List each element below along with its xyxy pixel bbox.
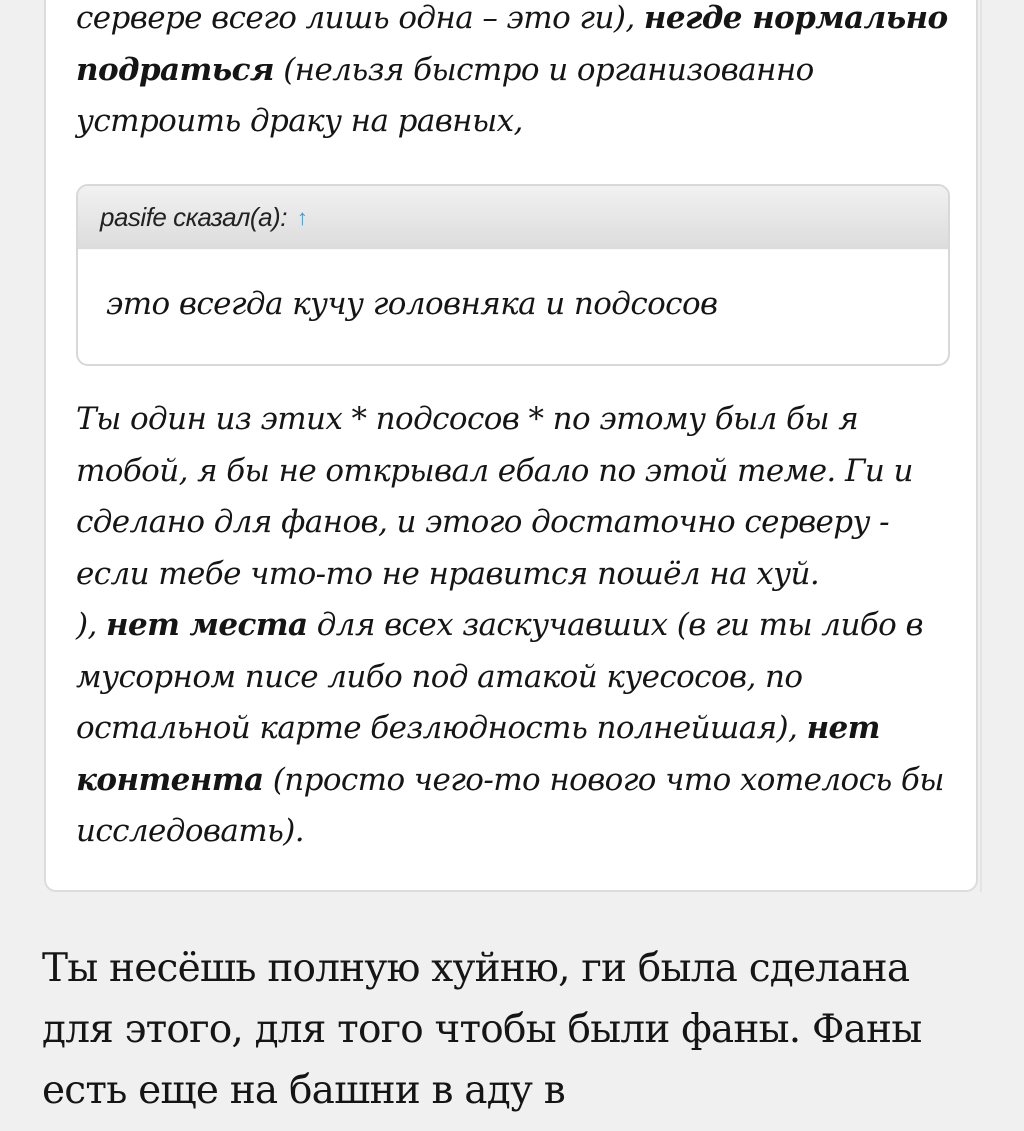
- divider: [980, 0, 982, 892]
- quote-block: [76, 184, 950, 366]
- quote-said-label: сказал(а):: [173, 202, 287, 232]
- post-text-bottom: [76, 394, 956, 858]
- quote-header: [78, 186, 948, 250]
- bold-text-segment: нет контента: [76, 710, 880, 798]
- text-segment: для всех заскучавших (в ги ты либо в мусорном писе либо под атакой куесосов, по остальной карте безлюдность полнейшая),: [76, 607, 923, 746]
- post-card: [44, 0, 978, 892]
- quote-author[interactable]: pasife: [100, 202, 167, 232]
- reply-message: Ты несёшь полную хуйню, ги была сделана для этого, для того чтобы были фаны. Фаны есть еще на башни в аду в: [42, 946, 922, 1113]
- quote-body: это всегда кучу головняка и подсосов: [106, 286, 718, 322]
- text-segment: (просто чего-то нового что хотелось бы исследовать).: [76, 761, 944, 849]
- bold-text-segment: нет места: [106, 607, 308, 643]
- post-text-top: [76, 0, 956, 148]
- text-segment: сервере всего лишь одна – это ги),: [76, 0, 644, 36]
- arrow-up-icon[interactable]: ↑: [296, 204, 308, 230]
- text-segment: ),: [76, 607, 107, 643]
- bold-text-segment: негде нормально подраться: [76, 0, 948, 88]
- text-segment: (нельзя быстро и организованно устроить драку на равных,: [76, 51, 814, 139]
- reply-text: Ты один из этих * подсосов * по этому был бы я тобой, я бы не открывал ебало по этой теме. Ги и сделано для фанов, и этого достаточно серверу - если тебе что-то не нравится пошёл на хуй.: [76, 401, 913, 592]
